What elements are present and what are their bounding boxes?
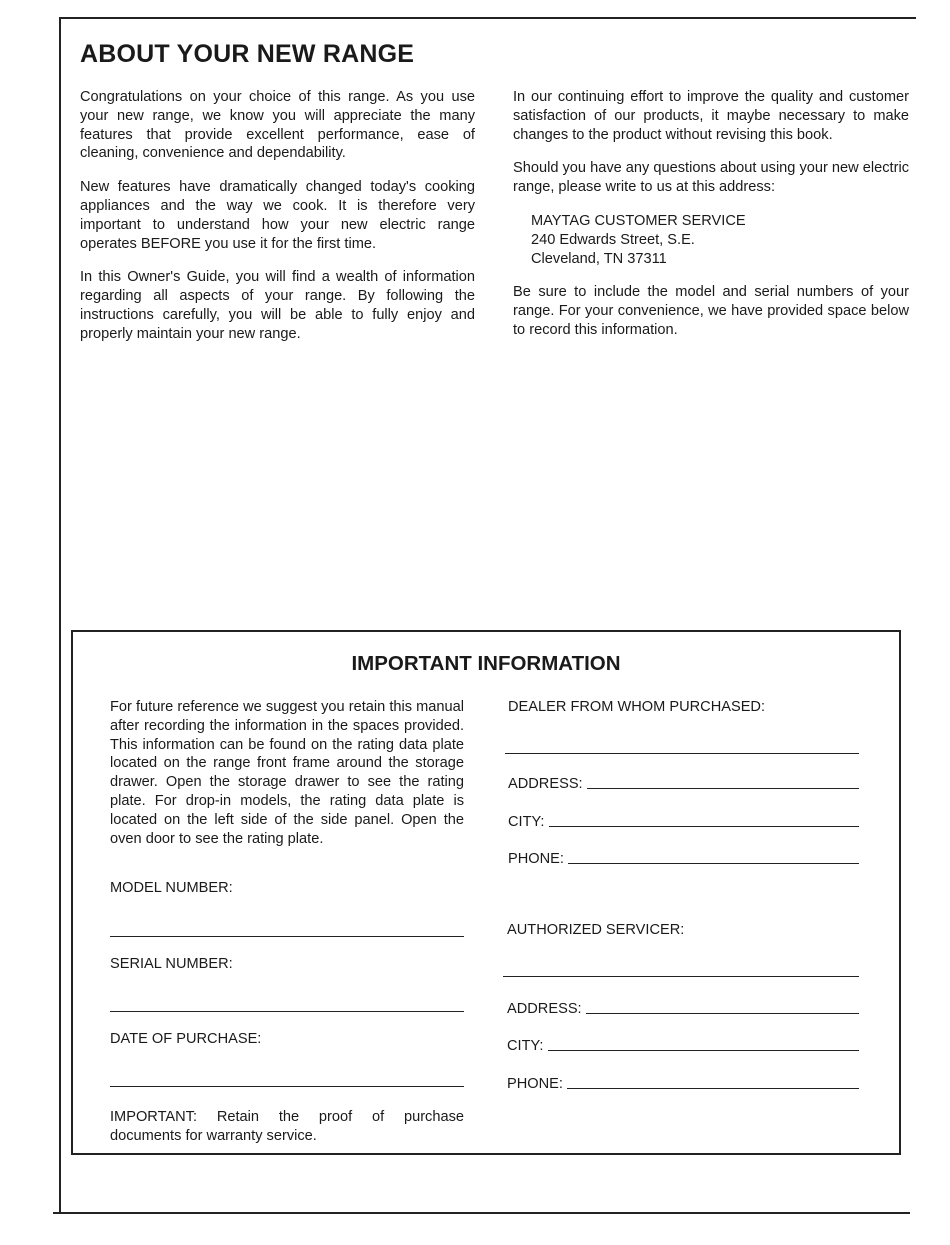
servicer-phone-field[interactable]	[507, 1076, 859, 1092]
address-line-company: MAYTAG CUSTOMER SERVICE	[531, 212, 746, 229]
dealer-address-label: ADDRESS:	[508, 776, 583, 792]
features-paragraph: New features have dramatically changed today's cooking appliances and the way we cook. It is therefore very important to understand how your new electric range operates BEFORE you use it for the first time.	[80, 179, 475, 252]
intro-paragraph: Congratulations on your choice of this range. As you use your new range, we know you will appreciate the many features that provide excellent performance, ease of cleaning, convenience and dependability.	[80, 89, 475, 162]
dealer-phone-label: PHONE:	[508, 851, 564, 867]
servicer-name-field[interactable]	[503, 976, 859, 977]
dealer-phone-field[interactable]	[508, 851, 859, 867]
dealer-phone-line[interactable]	[568, 863, 859, 864]
servicer-city-field[interactable]	[507, 1038, 859, 1054]
important-note	[110, 1108, 464, 1146]
dealer-address-line[interactable]	[587, 788, 859, 789]
owners-guide-paragraph: In this Owner's Guide, you will find a wealth of information regarding all aspects of your range. By following the instructions carefully, you will be able to fully enjoy and properly maintain your new range.	[80, 269, 475, 342]
include-numbers-paragraph: Be sure to include the model and serial numbers of your range. For your convenience, we have provided space below to record this information.	[513, 284, 909, 338]
model-number-label: MODEL NUMBER:	[110, 880, 233, 896]
customer-service-address	[531, 212, 909, 268]
servicer-address-field[interactable]	[507, 1001, 859, 1017]
servicer-address-label: ADDRESS:	[507, 1001, 582, 1017]
dealer-city-field[interactable]	[508, 814, 859, 830]
dealer-address-field[interactable]	[508, 776, 859, 792]
product-changes-paragraph: In our continuing effort to improve the quality and customer satisfaction of our products, it maybe necessary to make changes to the product without revising this book.	[513, 89, 909, 143]
dealer-city-line[interactable]	[549, 826, 860, 827]
servicer-city-label: CITY:	[507, 1038, 544, 1054]
servicer-city-line[interactable]	[548, 1050, 860, 1051]
servicer-address-line[interactable]	[586, 1013, 859, 1014]
date-of-purchase-field[interactable]	[110, 1086, 464, 1087]
page-heading: ABOUT YOUR NEW RANGE	[80, 40, 415, 68]
address-line-street: 240 Edwards Street, S.E.	[531, 231, 695, 248]
about-left-column	[80, 88, 475, 359]
important-note-line-2: documents for warranty service.	[110, 1127, 317, 1144]
servicer-phone-label: PHONE:	[507, 1076, 563, 1092]
info-intro-paragraph: For future reference we suggest you retain this manual after recording the information in the spaces provided. This information can be found on the rating data plate located on the range front frame around the storage drawer. Open the storage drawer to see the rating plate. For drop-in models, the rating data plate is located on the left side of the side panel. Open the oven door to see the rating plate.	[110, 699, 464, 847]
questions-paragraph: Should you have any questions about using your new electric range, please write to us at this address:	[513, 160, 909, 196]
serial-number-field[interactable]	[110, 1011, 464, 1012]
important-note-line-1: IMPORTANT: Retain the proof of purchase	[110, 1109, 464, 1125]
serial-number-label: SERIAL NUMBER:	[110, 956, 233, 972]
servicer-label: AUTHORIZED SERVICER:	[507, 922, 685, 938]
dealer-name-field[interactable]	[505, 753, 859, 754]
important-information-box	[71, 630, 901, 1155]
about-right-column	[513, 88, 909, 355]
dealer-city-label: CITY:	[508, 814, 545, 830]
page-frame-left-rule	[59, 17, 61, 1214]
model-number-field[interactable]	[110, 936, 464, 937]
dealer-label: DEALER FROM WHOM PURCHASED:	[508, 699, 766, 715]
servicer-phone-line[interactable]	[567, 1088, 859, 1089]
address-line-city: Cleveland, TN 37311	[531, 250, 667, 267]
info-intro	[110, 698, 464, 848]
page-frame-bottom-rule	[53, 1212, 910, 1214]
page-frame-top-rule	[59, 17, 916, 19]
date-of-purchase-label: DATE OF PURCHASE:	[110, 1031, 262, 1047]
info-box-title: IMPORTANT INFORMATION	[351, 652, 621, 675]
